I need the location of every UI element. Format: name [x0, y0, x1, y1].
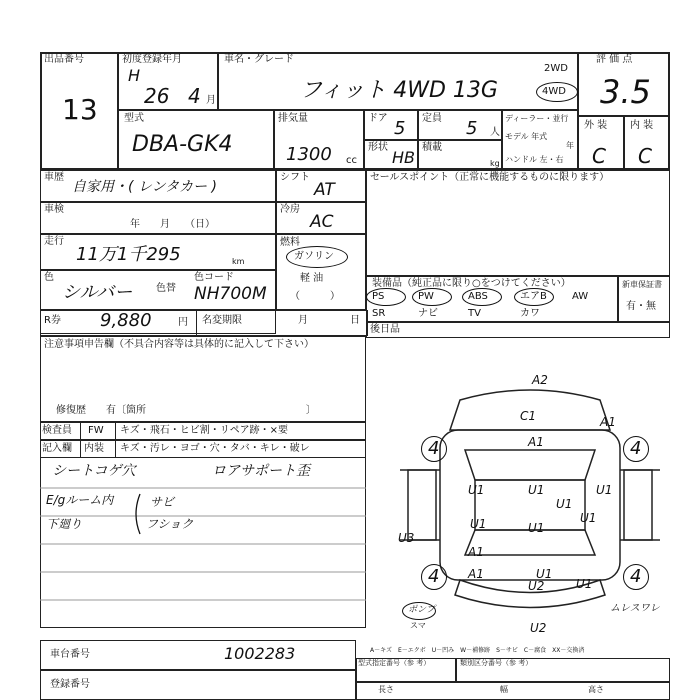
expiry-month: 月: [298, 315, 308, 326]
shape-value: HB: [392, 148, 416, 167]
remark-1: シートコゲ穴: [52, 463, 136, 479]
sales-label: セールスポイント（正常に機能するものに限ります）: [370, 172, 610, 183]
legend: A－キズ E－エクボ U－凹み W－補修跡 S－サビ C－腐食 XX－交換済: [370, 647, 585, 654]
equip-item: ABS: [468, 291, 488, 302]
equip-item: PW: [418, 291, 434, 302]
equip-circle: [366, 288, 406, 306]
length-label: 長さ: [378, 685, 394, 694]
tire-circle: [623, 564, 649, 590]
int-label: 内 装: [630, 120, 654, 131]
dealer-label: ディーラー・並行: [505, 114, 569, 123]
damage-mark: 4: [428, 438, 440, 459]
yen-unit: 円: [178, 317, 188, 328]
km-unit: km: [232, 257, 245, 266]
type-value: DBA-GK4: [132, 132, 233, 157]
class-label: 類別区分番号（参 考）: [460, 659, 533, 667]
shift-value: AT: [314, 180, 335, 200]
damage-mark: U1: [468, 483, 485, 497]
recycle-label: R券: [44, 315, 61, 326]
inspector-fw: FW: [88, 425, 104, 436]
writer-int: 内装: [84, 443, 104, 454]
remark-4: 下廻り: [46, 517, 83, 531]
fuel-alt: 軽 油: [300, 273, 324, 284]
damage-mark: A1: [468, 567, 484, 581]
equip-item: AW: [572, 291, 589, 302]
handle-label: ハンドル 左・右: [505, 155, 564, 164]
int-score: C: [638, 144, 652, 168]
door-value: 5: [394, 118, 406, 139]
pump-circle: [402, 602, 436, 620]
door-label: ドア: [368, 113, 388, 124]
lot-number-label: 出品番号: [44, 54, 84, 65]
first-reg-era: H: [128, 66, 141, 85]
damage-mark: U2: [528, 579, 545, 593]
damage-mark: 4: [428, 566, 440, 587]
sales-box: [366, 170, 670, 276]
damage-mark: U1: [536, 567, 553, 581]
notes-label: 注意事項申告欄（不具合内容等は具体的に記入して下さい）: [44, 339, 314, 350]
height-label: 高さ: [588, 685, 604, 694]
damage-mark: U1: [580, 511, 597, 525]
damage-mark: U1: [528, 483, 545, 497]
type-label: 型式: [124, 113, 144, 124]
remarks-lines: [40, 458, 366, 628]
remark-2: ロアサポート歪: [212, 463, 310, 479]
damage-mark: 4: [630, 566, 642, 587]
model-year-label: モデル 年式: [505, 132, 548, 141]
inspector-items: キズ・飛石・ヒビ割・リペア跡・×要: [120, 425, 288, 436]
dimension-row: [356, 682, 670, 700]
color-label: 色: [44, 272, 54, 283]
mileage-value: 11万1千295: [76, 244, 181, 265]
ext-label: 外 装: [584, 120, 608, 131]
remark-bracket: [130, 492, 146, 536]
damage-mark: U1: [556, 497, 573, 511]
rust-label: ムレスワレ: [610, 603, 660, 614]
damage-mark: C1: [520, 409, 537, 423]
shaken-value: 年 月 （日）: [130, 219, 215, 230]
shape-label: 形状: [368, 142, 388, 153]
lot-number: 13: [62, 93, 98, 126]
equip-item: エアB: [520, 291, 547, 302]
color-value: シルバー: [62, 282, 133, 303]
equip-item: SR: [372, 308, 386, 319]
history-value: 自家用・( レンタカー ): [72, 179, 217, 195]
color-no-label: 色コード: [194, 272, 234, 283]
color-no-value: NH700M: [194, 284, 267, 304]
inspector-label: 検査員: [42, 425, 72, 436]
chassis-value: 1002283: [224, 644, 296, 663]
fuel-paren: （ ）: [290, 291, 340, 302]
drive-2wd: 2WD: [544, 63, 568, 74]
expiry-label: 名変期限: [202, 315, 242, 326]
repair-label: 修復歴 有〔箇所 〕: [56, 405, 316, 416]
warranty-value: 有・無: [626, 301, 656, 312]
score-value: 3.5: [600, 73, 651, 111]
damage-mark: U2: [530, 621, 547, 635]
cc-unit: cc: [346, 155, 357, 166]
tire-circle: [623, 436, 649, 462]
capacity-value: 5: [466, 118, 478, 139]
writer-label: 記入欄: [42, 443, 72, 454]
history-label: 車歴: [44, 172, 64, 183]
tire-circle: [421, 564, 447, 590]
first-reg-month: 4: [188, 84, 201, 108]
damage-mark: A2: [532, 373, 548, 387]
equip-item: PS: [372, 291, 385, 302]
shift-label: シフト: [280, 172, 310, 183]
kg-unit: kg: [490, 159, 500, 168]
remark-6: フショク: [146, 517, 194, 531]
fuel-value: ガソリン: [294, 251, 334, 262]
fuel-label: 燃料: [280, 237, 300, 248]
remark-3: E/gルーム内: [46, 493, 114, 507]
ac-label: 冷房: [280, 204, 300, 215]
color-change-label: 色替: [156, 283, 176, 294]
equip-item: TV: [468, 308, 481, 319]
warranty-label: 新車保証書: [622, 280, 662, 289]
load-label: 積載: [422, 142, 442, 153]
spec-label: 型式指定番号（参 考）: [358, 659, 431, 667]
ac-value: AC: [310, 212, 334, 232]
equip-label: 装備品（純正品に限り○をつけてください）: [372, 278, 571, 289]
equip-item: ナビ: [418, 308, 438, 319]
displacement-label: 排気量: [278, 113, 308, 124]
model-grade-label: 車名・グレード: [224, 54, 294, 65]
damage-mark: A1: [600, 415, 616, 429]
damage-mark: U1: [596, 483, 613, 497]
shaken-label: 車検: [44, 204, 64, 215]
reg-label: 登録番号: [50, 679, 90, 690]
pump-label: ポンプ: [408, 605, 436, 615]
equip-item: カワ: [520, 308, 540, 319]
remark-5: サビ: [150, 495, 175, 509]
damage-mark: U1: [528, 521, 545, 535]
ext-score: C: [592, 144, 606, 168]
tire-circle: [421, 436, 447, 462]
rear-items-box: [366, 322, 670, 338]
drive-4wd: 4WD: [542, 86, 566, 97]
person-unit: 人: [490, 127, 500, 138]
score-label: 評 価 点: [596, 54, 633, 65]
expiry-day: 日: [350, 315, 360, 326]
rear-items-label: 後日品: [370, 324, 400, 335]
damage-mark: 4: [630, 438, 642, 459]
equip-circle: [462, 288, 502, 306]
recycle-value: 9,880: [100, 310, 152, 331]
mileage-label: 走行: [44, 236, 64, 247]
equip-circle: [412, 288, 452, 306]
chassis-label: 車台番号: [50, 649, 90, 660]
model-grade: フィット 4WD 13G: [300, 78, 498, 103]
month-unit: 月: [206, 95, 216, 106]
year-unit: 年: [566, 141, 574, 150]
damage-mark: U1: [470, 517, 487, 531]
first-reg-year: 26: [144, 84, 170, 108]
width-label: 幅: [500, 685, 508, 694]
first-reg-label: 初度登録年月: [122, 54, 182, 65]
capacity-label: 定員: [422, 113, 442, 124]
damage-mark: U3: [398, 531, 415, 545]
damage-mark: U1: [576, 577, 593, 591]
displacement-value: 1300: [286, 144, 332, 165]
small-label: スマ: [410, 621, 426, 630]
damage-mark: A1: [468, 545, 484, 559]
damage-mark: A1: [528, 435, 544, 449]
equip-circle: [514, 288, 554, 306]
writer-items: キズ・汚レ・ヨゴ・穴・タバ・キレ・破レ: [120, 443, 310, 454]
